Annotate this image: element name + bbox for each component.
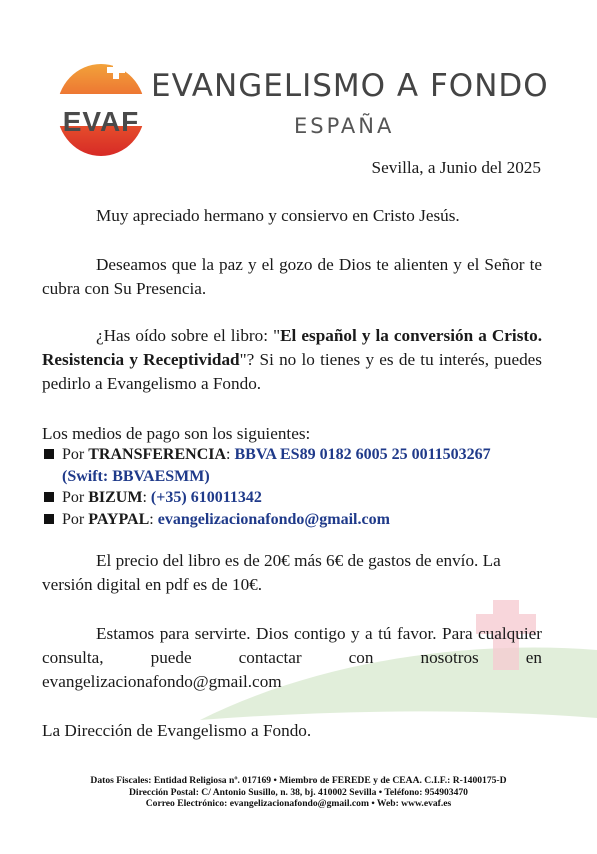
greeting: Muy apreciado hermano y consiervo en Cristo Jesús. <box>96 206 460 225</box>
payment-method: BIZUM <box>88 489 143 506</box>
letter-date: Sevilla, a Junio del 2025 <box>371 158 541 177</box>
book-paragraph <box>42 324 542 396</box>
paypal-email[interactable]: evangelizacionafondo@gmail.com <box>157 510 390 528</box>
payment-method: TRANSFERENCIA <box>88 446 227 463</box>
footer-postal-address: Dirección Postal: C/ Antonio Susillo, n. 38, bj. 410002 Sevilla • Teléfono: 954903470 <box>129 786 468 798</box>
wish-paragraph: Deseamos que la paz y el gozo de Dios te alienten y el Señor te cubra con Su Presencia. <box>42 255 542 298</box>
evaf-logo <box>56 58 146 158</box>
square-bullet-icon <box>44 514 54 524</box>
payment-item-bizum <box>42 487 562 509</box>
footer-fiscal-data: Datos Fiscales: Entidad Religiosa nº. 017169 • Miembro de FEREDE y de CEAA. C.I.F.: R-1400175-D <box>90 775 507 786</box>
bizum-phone: (+35) 610011342 <box>150 489 262 506</box>
swift-code: (Swift: BBVAESMM) <box>62 467 210 485</box>
footer <box>0 775 597 810</box>
logo-text: EVAF <box>62 106 140 137</box>
book-title: El español y la conversión a Cristo. Resistencia y Receptividad <box>42 326 542 369</box>
price-paragraph: El precio del libro es de 20€ más 6€ de gastos de envío. La versión digital en pdf es de 10€. <box>42 551 501 594</box>
payment-prefix: Por <box>62 446 89 463</box>
closing-paragraph: Estamos para servirte. Dios contigo y a tú favor. Para cualquier consulta, puede contactar con nosotros en evangelizacionafondo@gmail.com <box>42 624 542 691</box>
payment-methods-list <box>42 444 562 530</box>
footer-contact: Correo Electrónico: evangelizacionafondo@gmail.com • Web: www.evaf.es <box>145 798 452 809</box>
bank-account: BBVA ES89 0182 6005 25 0011503267 <box>234 446 491 463</box>
payment-intro: Los medios de pago son los siguientes: <box>42 424 311 443</box>
signature: La Dirección de Evangelismo a Fondo. <box>42 721 312 740</box>
payment-prefix: Por <box>62 489 89 506</box>
organization-country: ESPAÑA <box>294 114 395 138</box>
payment-separator: : <box>226 446 235 463</box>
payment-separator: : <box>142 489 151 506</box>
square-bullet-icon <box>44 449 54 459</box>
payment-prefix: Por <box>62 510 89 528</box>
payment-item-paypal <box>42 509 562 531</box>
organization-name: EVANGELISMO A FONDO <box>151 68 549 104</box>
payment-item-transfer <box>42 444 562 487</box>
payment-separator: : <box>149 510 158 528</box>
book-question-end: "? Si no lo tienes y es de tu interés, puedes pedirlo a Evangelismo a Fondo. <box>42 350 542 393</box>
square-bullet-icon <box>44 492 54 502</box>
book-question-start: ¿Has oído sobre el libro: " <box>96 326 281 345</box>
payment-method: PAYPAL <box>88 510 150 528</box>
